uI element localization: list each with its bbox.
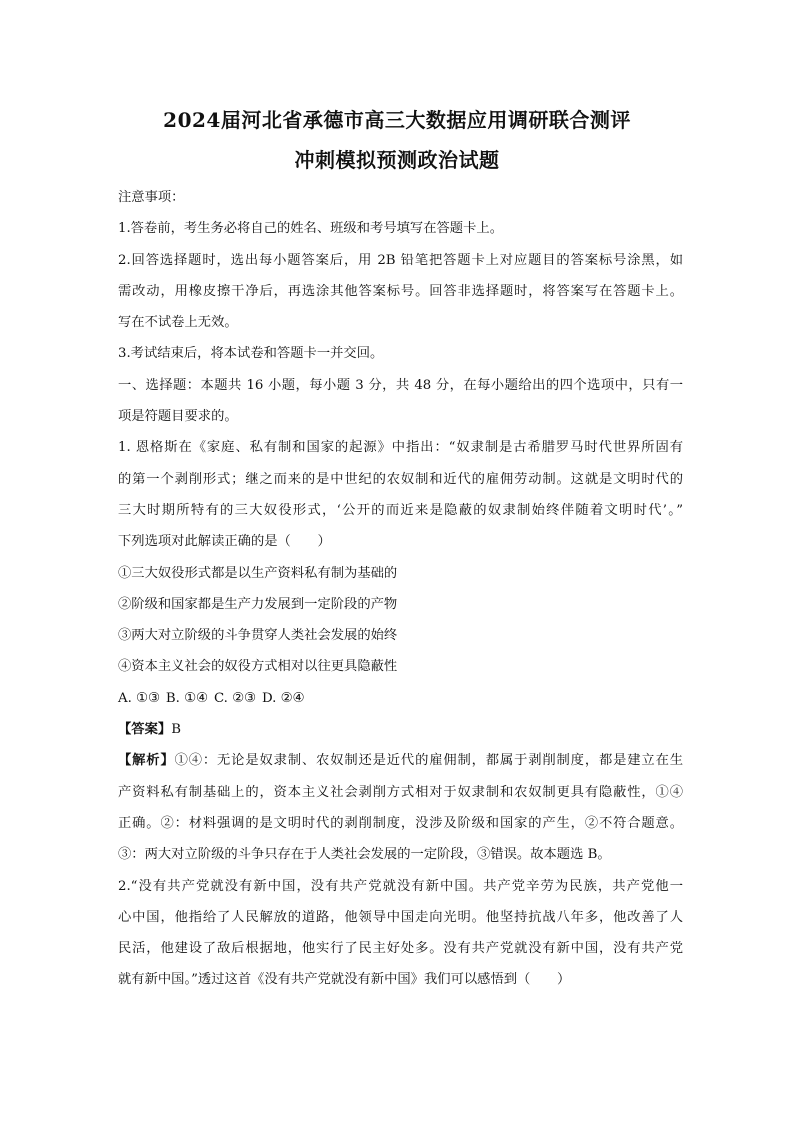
notice-item-2-line-3: 写在不试卷上无效。 bbox=[118, 315, 238, 331]
question-2-stem-line-1: 2.“没有共产党就没有新中国，没有共产党就没有新中国。共产党辛劳为民族，共产党他一 bbox=[118, 878, 683, 894]
document-title-line-2: 冲刺模拟预测政治试题 bbox=[294, 148, 500, 172]
question-1-option-b: B. ①④ bbox=[165, 690, 208, 706]
question-1-statement-4: ④资本主义社会的奴役方式相对以往更具隐蔽性 bbox=[118, 659, 398, 675]
question-1-statement-1: ①三大奴役形式都是以生产资料私有制为基础的 bbox=[118, 565, 398, 581]
question-1-analysis-line-1 bbox=[118, 745, 683, 776]
section-1-heading-line-2: 项是符题目要求的。 bbox=[118, 409, 238, 425]
question-1-statement-2: ②阶级和国家都是生产力发展到一定阶段的产物 bbox=[118, 596, 398, 612]
notice-item-2-line-2: 需改动，用橡皮擦干净后，再选涂其他答案标号。回答非选择题时，将答案写在答题卡上。 bbox=[118, 283, 683, 299]
question-1-stem-line-4: 下列选项对此解读正确的是（ ） bbox=[118, 534, 331, 550]
notice-item-1: 1.答卷前，考生务必将自己的姓名、班级和考号填写在答题卡上。 bbox=[118, 221, 503, 237]
title-block bbox=[0, 100, 794, 180]
question-1-stem-line-2: 的第一个剥削形式；继之而来的是中世纪的农奴制和近代的雇佣劳动制。这就是文明时代的 bbox=[118, 471, 683, 487]
notice-item-2-line-1: 2.回答选择题时，选出每小题答案后，用 2B 铅笔把答题卡上对应题目的答案标号涂黑，如 bbox=[118, 252, 683, 268]
answer-label: 【答案】 bbox=[118, 722, 172, 738]
question-2-stem-line-4: 就有新中国。”透过这首《没有共产党就没有新中国》我们可以感悟到（ ） bbox=[118, 972, 571, 988]
question-1-answer bbox=[118, 714, 683, 745]
section-1-heading-line-1: 一、选择题：本题共 16 小题，每小题 3 分，共 48 分，在每小题给出的四个选项中，只有一 bbox=[118, 377, 683, 393]
answer-value: B bbox=[171, 722, 181, 738]
question-1-stem-line-3: 三大时期所特有的三大奴役形式，‘公开的而近来是隐蔽的奴隶制始终伴随着文明时代’。” bbox=[118, 502, 683, 518]
question-1-option-c: C. ②③ bbox=[213, 690, 256, 706]
question-1-statement-3: ③两大对立阶级的斗争贯穿人类社会发展的始终 bbox=[118, 628, 398, 644]
notice-item-3: 3.考试结束后，将本试卷和答题卡一并交回。 bbox=[118, 346, 384, 362]
notice-heading: 注意事项： bbox=[118, 190, 185, 205]
question-1-analysis-line-4: ③：两大对立阶级的斗争只存在于人类社会发展的一定阶段，③错误。故本题选 B。 bbox=[118, 847, 611, 863]
question-1-options bbox=[118, 683, 683, 714]
question-2-stem-line-3: 民活，他建设了敌后根据地，他实行了民主好处多。没有共产党就没有新中国，没有共产党 bbox=[118, 941, 683, 957]
question-1-option-a: A. ①③ bbox=[118, 690, 160, 706]
analysis-text-1: ①④：无论是奴隶制、农奴制还是近代的雇佣制，都属于剥削制度，都是建立在生 bbox=[174, 753, 684, 769]
question-1-analysis-line-2: 产资料私有制基础上的，资本主义社会剥削方式相对于奴隶制和农奴制更具有隐蔽性，①④ bbox=[118, 784, 683, 800]
document-title-line-1: 2024届河北省承德市高三大数据应用调研联合测评 bbox=[163, 108, 631, 132]
question-1-stem-line-1: 1. 恩格斯在《家庭、私有制和国家的起源》中指出：“奴隶制是古希腊罗马时代世界所固有 bbox=[118, 440, 683, 456]
question-1-option-d: D. ②④ bbox=[261, 690, 305, 706]
question-1-analysis-line-3: 正确。②：材料强调的是文明时代的剥削制度，没涉及阶级和国家的产生，②不符合题意。 bbox=[118, 815, 683, 831]
document-body bbox=[118, 182, 683, 996]
analysis-label: 【解析】 bbox=[118, 753, 175, 769]
question-2-stem-line-2: 心中国，他指给了人民解放的道路，他领导中国走向光明。他坚持抗战八年多，他改善了人 bbox=[118, 909, 683, 925]
